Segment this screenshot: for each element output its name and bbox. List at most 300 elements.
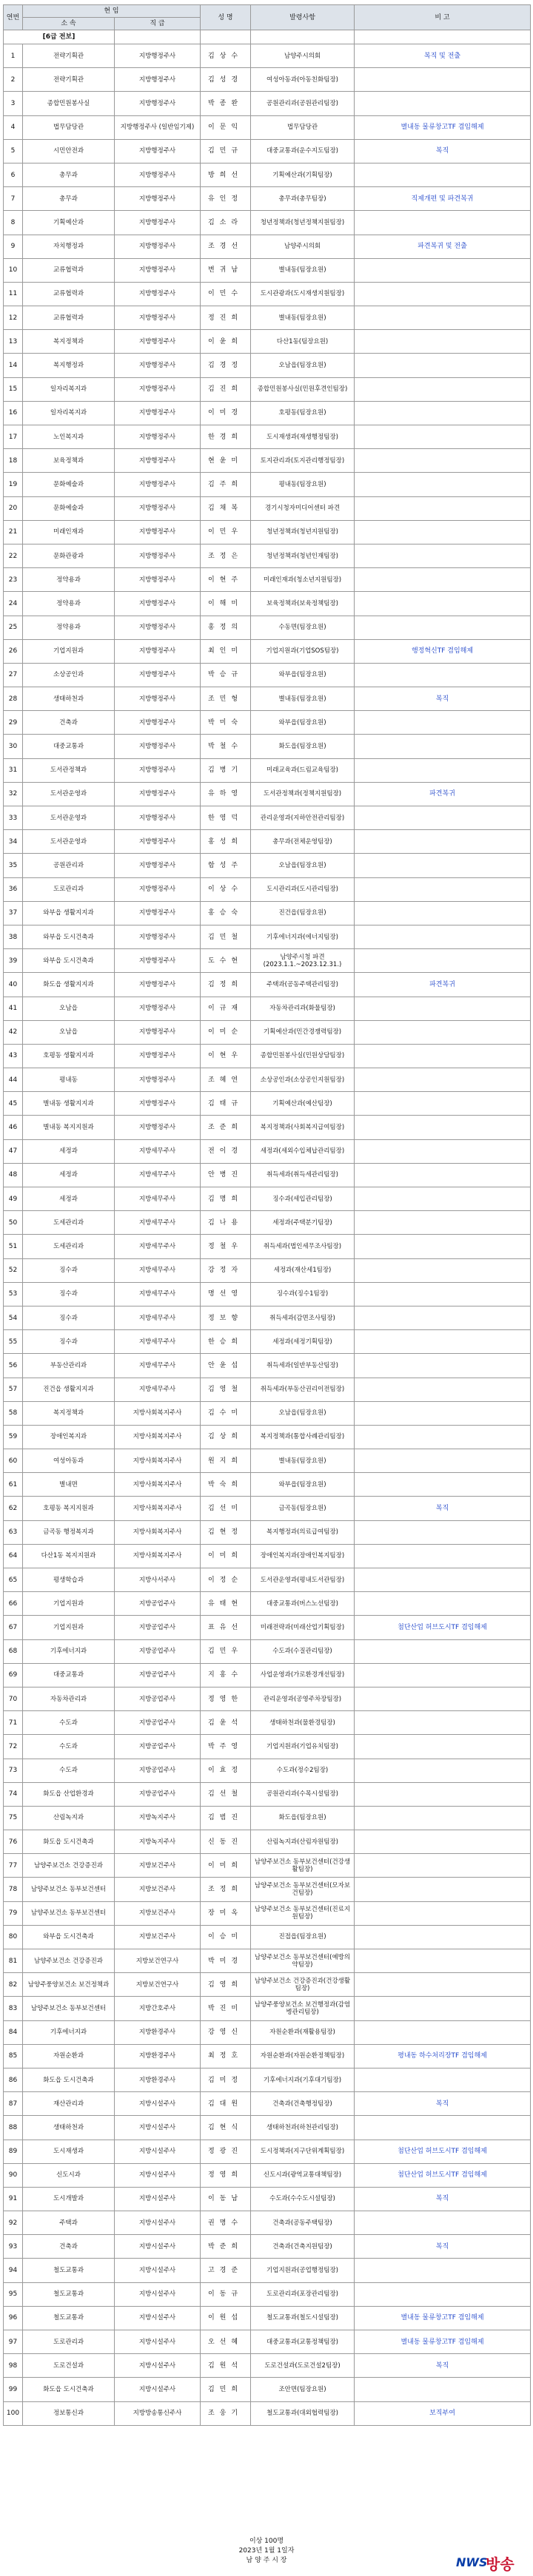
row-no: 20 <box>4 496 23 520</box>
row-name: 안병진 <box>201 1163 251 1187</box>
row-name: 오선혜 <box>201 2330 251 2354</box>
row-appoint: 미래인재과(청소년지원팀장) <box>251 568 355 592</box>
row-no: 25 <box>4 616 23 639</box>
row-no: 57 <box>4 1378 23 1401</box>
row-name: 이원섭 <box>201 2306 251 2330</box>
row-rank: 지방공업주사 <box>115 1592 201 1616</box>
row-remark: 복직 <box>355 2092 531 2116</box>
row-rank: 지방사회복지주사 <box>115 1520 201 1544</box>
row-no: 85 <box>4 2044 23 2068</box>
row-rank: 지방행정주사 <box>115 568 201 592</box>
row-dept: 정보통신과 <box>23 2401 115 2425</box>
row-no: 63 <box>4 1520 23 1544</box>
table-row <box>4 592 531 616</box>
row-name: 이효정 <box>201 1759 251 1782</box>
table-row <box>4 568 531 592</box>
table-row <box>4 1639 531 1663</box>
row-appoint: 토지관리과(토지관리행정팀장) <box>251 449 355 473</box>
table-row <box>4 473 531 496</box>
table-row <box>4 1687 531 1710</box>
row-rank: 지방사회복지주사 <box>115 1497 201 1520</box>
row-dept: 장애인복지과 <box>23 1425 115 1449</box>
row-appoint: 오남읍(팀장요원) <box>251 854 355 877</box>
table-row <box>4 1044 531 1068</box>
table-row <box>4 1068 531 1092</box>
row-name: 이규재 <box>201 997 251 1020</box>
row-dept: 도세관리과 <box>23 1211 115 1235</box>
row-no: 83 <box>4 1997 23 2020</box>
row-no: 61 <box>4 1473 23 1497</box>
row-no: 55 <box>4 1330 23 1354</box>
row-dept: 도로관리과 <box>23 877 115 901</box>
row-name: 김주희 <box>201 473 251 496</box>
row-name: 김민규 <box>201 139 251 163</box>
row-dept: 별내면 <box>23 1473 115 1497</box>
row-no: 9 <box>4 235 23 258</box>
row-dept: 문화예술과 <box>23 496 115 520</box>
row-remark <box>355 211 531 235</box>
row-rank: 지방환경주사 <box>115 2044 201 2068</box>
row-rank: 지방보건연구사 <box>115 1949 201 1973</box>
row-remark <box>355 1520 531 1544</box>
table-row <box>4 1378 531 1401</box>
row-dept: 와부읍 도시건축과 <box>23 1925 115 1949</box>
row-dept: 진건읍 생활지지과 <box>23 1378 115 1401</box>
row-dept: 기후에너지과 <box>23 2020 115 2044</box>
row-name: 원지희 <box>201 1449 251 1473</box>
row-name: 김선미 <box>201 1497 251 1520</box>
row-dept: 교류협력과 <box>23 258 115 282</box>
row-appoint: 남양주보건소 동부보건센터(예방의약팀장) <box>251 1949 355 1973</box>
row-remark <box>355 1925 531 1949</box>
row-remark: 복직 <box>355 687 531 711</box>
table-header <box>4 5 531 30</box>
row-remark <box>355 2282 531 2306</box>
row-name: 김경정 <box>201 354 251 377</box>
row-rank: 지방행정주사 <box>115 854 201 877</box>
row-appoint: 총무과(총무팀장) <box>251 187 355 211</box>
row-appoint: 산림녹지과(산림자원팀장) <box>251 1830 355 1854</box>
row-remark <box>355 1782 531 1806</box>
row-no: 89 <box>4 2140 23 2163</box>
row-remark <box>355 758 531 782</box>
header-appoint: 발령사항 <box>251 5 355 30</box>
row-rank: 지방행정주사 <box>115 235 201 258</box>
row-remark <box>355 1544 531 1568</box>
row-name: 김대원 <box>201 2092 251 2116</box>
row-remark <box>355 1330 531 1354</box>
row-appoint: 도시관광과(도시재생지원팀장) <box>251 282 355 306</box>
table-row <box>4 2163 531 2187</box>
table-row <box>4 2211 531 2235</box>
row-name: 김소라 <box>201 211 251 235</box>
row-no: 16 <box>4 401 23 425</box>
row-appoint: 법무담당관 <box>251 115 355 139</box>
row-appoint: 기업지원과(공업행정팀장) <box>251 2259 355 2282</box>
row-no: 11 <box>4 282 23 306</box>
row-rank: 지방행정주사 <box>115 449 201 473</box>
row-no: 75 <box>4 1806 23 1830</box>
row-rank: 지방행정주사 <box>115 354 201 377</box>
row-appoint: 남양주보건소 동부보건센터(모자보건팀장) <box>251 1878 355 1901</box>
row-appoint: 오남읍(팀장요원) <box>251 1401 355 1425</box>
row-dept: 별내동 복지지원과 <box>23 1116 115 1139</box>
row-rank: 지방공업주사 <box>115 1663 201 1687</box>
row-dept: 호평동 생활지지과 <box>23 1044 115 1068</box>
row-no: 36 <box>4 877 23 901</box>
row-rank: 지방행정주사 <box>115 496 201 520</box>
row-rank: 지방환경주사 <box>115 2068 201 2091</box>
row-dept: 문화관광과 <box>23 544 115 567</box>
table-row <box>4 1187 531 1211</box>
row-appoint: 취득세과(부동산권리이전팀장) <box>251 1378 355 1401</box>
row-no: 53 <box>4 1282 23 1306</box>
row-rank: 지방세무주사 <box>115 1139 201 1163</box>
row-dept: 와부읍 도시건축과 <box>23 925 115 948</box>
row-dept: 도시재생과 <box>23 2140 115 2163</box>
row-remark <box>355 163 531 186</box>
row-rank: 지방행정주사 <box>115 806 201 830</box>
row-no: 66 <box>4 1592 23 1616</box>
row-appoint: 취득세과(감면조사팀장) <box>251 1306 355 1329</box>
row-name: 한승희 <box>201 1330 251 1354</box>
table-row <box>4 1330 531 1354</box>
row-dept: 대중교통과 <box>23 735 115 758</box>
row-rank: 지방보건주사 <box>115 1925 201 1949</box>
row-remark <box>355 735 531 758</box>
row-no: 5 <box>4 139 23 163</box>
table-row <box>4 115 531 139</box>
table-row <box>4 377 531 401</box>
row-name: 김미정 <box>201 2068 251 2091</box>
row-name: 정영희 <box>201 2163 251 2187</box>
table-row <box>4 1473 531 1497</box>
row-appoint: 세정과(주택분기팀장) <box>251 1211 355 1235</box>
row-no: 94 <box>4 2259 23 2282</box>
row-dept: 일자리복지과 <box>23 401 115 425</box>
row-remark <box>355 354 531 377</box>
row-remark <box>355 1116 531 1139</box>
row-rank: 지방시설주사 <box>115 2259 201 2282</box>
row-name: 김선철 <box>201 1782 251 1806</box>
row-rank: 지방세무주사 <box>115 1211 201 1235</box>
row-rank: 지방시설주사 <box>115 2235 201 2259</box>
row-remark <box>355 520 531 544</box>
row-name: 김영철 <box>201 1378 251 1401</box>
row-name: 이미순 <box>201 1020 251 1044</box>
row-dept: 남양주보건소 동부보건센터 <box>23 1878 115 1901</box>
row-name: 김성경 <box>201 68 251 92</box>
row-name: 홍승숙 <box>201 901 251 925</box>
row-remark <box>355 711 531 735</box>
row-rank: 지방시설주사 <box>115 2116 201 2140</box>
row-rank: 지방세무주사 <box>115 1258 201 1282</box>
row-remark: 별내동 물류창고TF 겸임해제 <box>355 115 531 139</box>
row-remark <box>355 592 531 616</box>
row-name: 박종완 <box>201 92 251 115</box>
row-dept: 기업지원과 <box>23 1616 115 1639</box>
row-appoint: 호평동(팀장요원) <box>251 401 355 425</box>
table-row <box>4 2140 531 2163</box>
row-remark <box>355 1830 531 1854</box>
row-name: 이동남 <box>201 2187 251 2211</box>
row-remark <box>355 473 531 496</box>
row-dept: 금곡동 행정복지과 <box>23 1520 115 1544</box>
row-appoint: 철도교통과(철도시설팀장) <box>251 2306 355 2330</box>
row-name: 박미숙 <box>201 711 251 735</box>
row-remark: 파견복귀 <box>355 782 531 806</box>
row-name: 정영한 <box>201 1687 251 1710</box>
row-remark <box>355 2211 531 2235</box>
row-no: 84 <box>4 2020 23 2044</box>
row-name: 조민형 <box>201 687 251 711</box>
row-dept: 여성아동과 <box>23 1449 115 1473</box>
table-row <box>4 1544 531 1568</box>
row-dept: 화도읍 도시건축과 <box>23 1830 115 1854</box>
row-remark <box>355 1592 531 1616</box>
row-rank: 지방보건주사 <box>115 1878 201 1901</box>
table-row <box>4 520 531 544</box>
row-name: 조정희 <box>201 1878 251 1901</box>
row-rank: 지방행정주사 <box>115 258 201 282</box>
row-name: 박숙희 <box>201 1473 251 1497</box>
row-no: 49 <box>4 1187 23 1211</box>
row-no: 23 <box>4 568 23 592</box>
row-name: 변귀남 <box>201 258 251 282</box>
table-row <box>4 2306 531 2330</box>
row-rank: 지방시설주사 <box>115 2140 201 2163</box>
row-name: 김민희 <box>201 2378 251 2401</box>
row-appoint: 도로건설과(도로건설2팀장) <box>251 2354 355 2378</box>
row-no: 100 <box>4 2401 23 2425</box>
row-appoint: 미래전략과(미래산업기획팀장) <box>251 1616 355 1639</box>
row-rank: 지방공업주사 <box>115 1639 201 1663</box>
row-rank: 지방세무주사 <box>115 1354 201 1378</box>
row-appoint: 남양주보건소 건강증진과(건강생활팀장) <box>251 1973 355 1997</box>
row-dept: 화도읍 산업환경과 <box>23 1782 115 1806</box>
header-current: 현 임 <box>23 5 201 18</box>
row-appoint: 도서관정책과(정책지원팀장) <box>251 782 355 806</box>
row-name: 정진희 <box>201 306 251 330</box>
row-appoint: 수도과(수수도시설팀장) <box>251 2187 355 2211</box>
table-row <box>4 1735 531 1759</box>
row-remark <box>355 1997 531 2020</box>
row-name: 김태규 <box>201 1092 251 1116</box>
row-no: 77 <box>4 1854 23 1878</box>
row-dept: 소상공인과 <box>23 663 115 687</box>
row-no: 79 <box>4 1901 23 1925</box>
row-appoint: 복지정책과(통합사례관리팀장) <box>251 1425 355 1449</box>
table-row <box>4 806 531 830</box>
table-row <box>4 1878 531 1901</box>
footer-issuer: 남 양 주 시 장 <box>246 2557 287 2564</box>
row-name: 이동규 <box>201 2282 251 2306</box>
row-remark <box>355 1973 531 1997</box>
row-name: 조정은 <box>201 544 251 567</box>
table-row <box>4 92 531 115</box>
row-no: 26 <box>4 639 23 663</box>
row-rank: 지방행정주사 <box>115 473 201 496</box>
row-rank: 지방행정주사 <box>115 663 201 687</box>
table-row <box>4 1901 531 1925</box>
row-no: 22 <box>4 544 23 567</box>
row-no: 8 <box>4 211 23 235</box>
row-rank: 지방행정주사 <box>115 282 201 306</box>
row-remark <box>355 1568 531 1592</box>
row-remark: 별내동 물류창고TF 겸임해제 <box>355 2330 531 2354</box>
row-remark <box>355 258 531 282</box>
row-appoint: 남양주시청 파견 (2023.1.1.~2023.12.31.) <box>251 949 355 973</box>
row-name: 방희선 <box>201 163 251 186</box>
row-appoint: 징수과(세입관리팀장) <box>251 1187 355 1211</box>
table-row <box>4 68 531 92</box>
table-row <box>4 711 531 735</box>
section-label: [6급 전보] <box>4 30 115 44</box>
row-rank: 지방시설주사 <box>115 2211 201 2235</box>
row-name: 권명수 <box>201 2211 251 2235</box>
row-appoint: 취득세과(취득세관리팀장) <box>251 1163 355 1187</box>
table-row <box>4 2092 531 2116</box>
row-no: 21 <box>4 520 23 544</box>
table-row <box>4 1568 531 1592</box>
table-row <box>4 163 531 186</box>
row-remark <box>355 306 531 330</box>
row-no: 86 <box>4 2068 23 2091</box>
row-appoint: 기후에너지과(기후대기팀장) <box>251 2068 355 2091</box>
table-row <box>4 1949 531 1973</box>
row-appoint: 보육정책과(보육정책팀장) <box>251 592 355 616</box>
row-remark <box>355 1211 531 1235</box>
row-name: 한경희 <box>201 425 251 449</box>
row-rank: 지방행정주사 <box>115 139 201 163</box>
table-row <box>4 1235 531 1258</box>
row-rank: 지방행정주사 <box>115 68 201 92</box>
row-no: 41 <box>4 997 23 1020</box>
table-row <box>4 401 531 425</box>
row-no: 67 <box>4 1616 23 1639</box>
row-remark <box>355 1759 531 1782</box>
table-row <box>4 282 531 306</box>
row-appoint: 남양주보건소 동부보건센터(진료지원팀장) <box>251 1901 355 1925</box>
row-rank: 지방행정주사 <box>115 163 201 186</box>
row-dept: 교류협력과 <box>23 306 115 330</box>
row-dept: 도세관리과 <box>23 1235 115 1258</box>
row-no: 95 <box>4 2282 23 2306</box>
row-remark <box>355 1687 531 1710</box>
row-name: 신동진 <box>201 1830 251 1854</box>
row-appoint: 복지행정과(의료급여팀장) <box>251 1520 355 1544</box>
row-no: 65 <box>4 1568 23 1592</box>
row-appoint: 관리운영과(공영주차장팀장) <box>251 1687 355 1710</box>
row-dept: 자동차관리과 <box>23 1687 115 1710</box>
row-no: 40 <box>4 973 23 997</box>
row-dept: 화도읍 생활지지과 <box>23 973 115 997</box>
row-name: 김채복 <box>201 496 251 520</box>
table-row <box>4 1759 531 1782</box>
table-row <box>4 1401 531 1425</box>
row-remark <box>355 1854 531 1878</box>
row-no: 29 <box>4 711 23 735</box>
row-remark <box>355 1235 531 1258</box>
row-name: 정광진 <box>201 2140 251 2163</box>
row-dept: 법무담당관 <box>23 115 115 139</box>
row-rank: 지방행정주사 <box>115 187 201 211</box>
table-row <box>4 449 531 473</box>
row-no: 56 <box>4 1354 23 1378</box>
row-dept: 총무과 <box>23 187 115 211</box>
row-rank: 지방공업주사 <box>115 1711 201 1735</box>
row-appoint: 진건읍(팀장요원) <box>251 901 355 925</box>
table-row <box>4 2020 531 2044</box>
row-remark <box>355 92 531 115</box>
row-dept: 건축과 <box>23 2235 115 2259</box>
row-name: 박철수 <box>201 735 251 758</box>
row-appoint: 생태하천과(하천관리팀장) <box>251 2116 355 2140</box>
logo-left: NWS <box>456 2555 488 2569</box>
table-row <box>4 1449 531 1473</box>
row-rank: 지방세무주사 <box>115 1187 201 1211</box>
row-appoint: 취득세과(법인세무조사팀장) <box>251 1235 355 1258</box>
row-name: 안윤섭 <box>201 1354 251 1378</box>
header-dept: 소 속 <box>23 18 115 30</box>
row-dept: 일자리복지과 <box>23 377 115 401</box>
row-appoint: 남양주시의회 <box>251 235 355 258</box>
row-appoint: 오남읍(팀장요원) <box>251 354 355 377</box>
table-row <box>4 997 531 1020</box>
row-no: 39 <box>4 949 23 973</box>
row-remark: 파견복귀 <box>355 973 531 997</box>
row-name: 도수현 <box>201 949 251 973</box>
row-dept: 복지정책과 <box>23 330 115 354</box>
row-dept: 철도교통과 <box>23 2259 115 2282</box>
row-appoint: 기업지원과(기업SOS팀장) <box>251 639 355 663</box>
row-dept: 다산1동 복지지원과 <box>23 1544 115 1568</box>
row-dept: 기업지원과 <box>23 1592 115 1616</box>
row-appoint: 주택과(공동주택관리팀장) <box>251 973 355 997</box>
row-remark <box>355 1187 531 1211</box>
row-name: 최인미 <box>201 639 251 663</box>
footer-date: 2023년 1월 1일자 <box>238 2547 295 2555</box>
row-rank: 지방행정주사 <box>115 1068 201 1092</box>
row-rank: 지방사회복지주사 <box>115 1425 201 1449</box>
row-name: 조준희 <box>201 1116 251 1139</box>
row-remark: 복직 <box>355 2235 531 2259</box>
row-remark <box>355 1282 531 1306</box>
row-remark: 복직 <box>355 2354 531 2378</box>
table-row <box>4 1616 531 1639</box>
row-name: 김영희 <box>201 1973 251 1997</box>
table-row <box>4 1116 531 1139</box>
row-dept: 보육정책과 <box>23 449 115 473</box>
row-appoint: 남양주풍양보건소 보건행정과(감염병관리팀장) <box>251 1997 355 2020</box>
row-no: 82 <box>4 1973 23 1997</box>
row-appoint: 건축과(건축지원팀장) <box>251 2235 355 2259</box>
row-appoint: 와부읍(팀장요원) <box>251 663 355 687</box>
row-rank: 지방세무주사 <box>115 1378 201 1401</box>
row-name: 강영신 <box>201 2020 251 2044</box>
row-remark <box>355 1878 531 1901</box>
row-remark <box>355 544 531 567</box>
row-name: 박승규 <box>201 663 251 687</box>
row-no: 48 <box>4 1163 23 1187</box>
row-name: 박주영 <box>201 1735 251 1759</box>
row-name: 이미경 <box>201 401 251 425</box>
row-rank: 지방세무주사 <box>115 1235 201 1258</box>
row-remark <box>355 425 531 449</box>
row-remark <box>355 1806 531 1830</box>
row-no: 18 <box>4 449 23 473</box>
row-remark <box>355 949 531 973</box>
